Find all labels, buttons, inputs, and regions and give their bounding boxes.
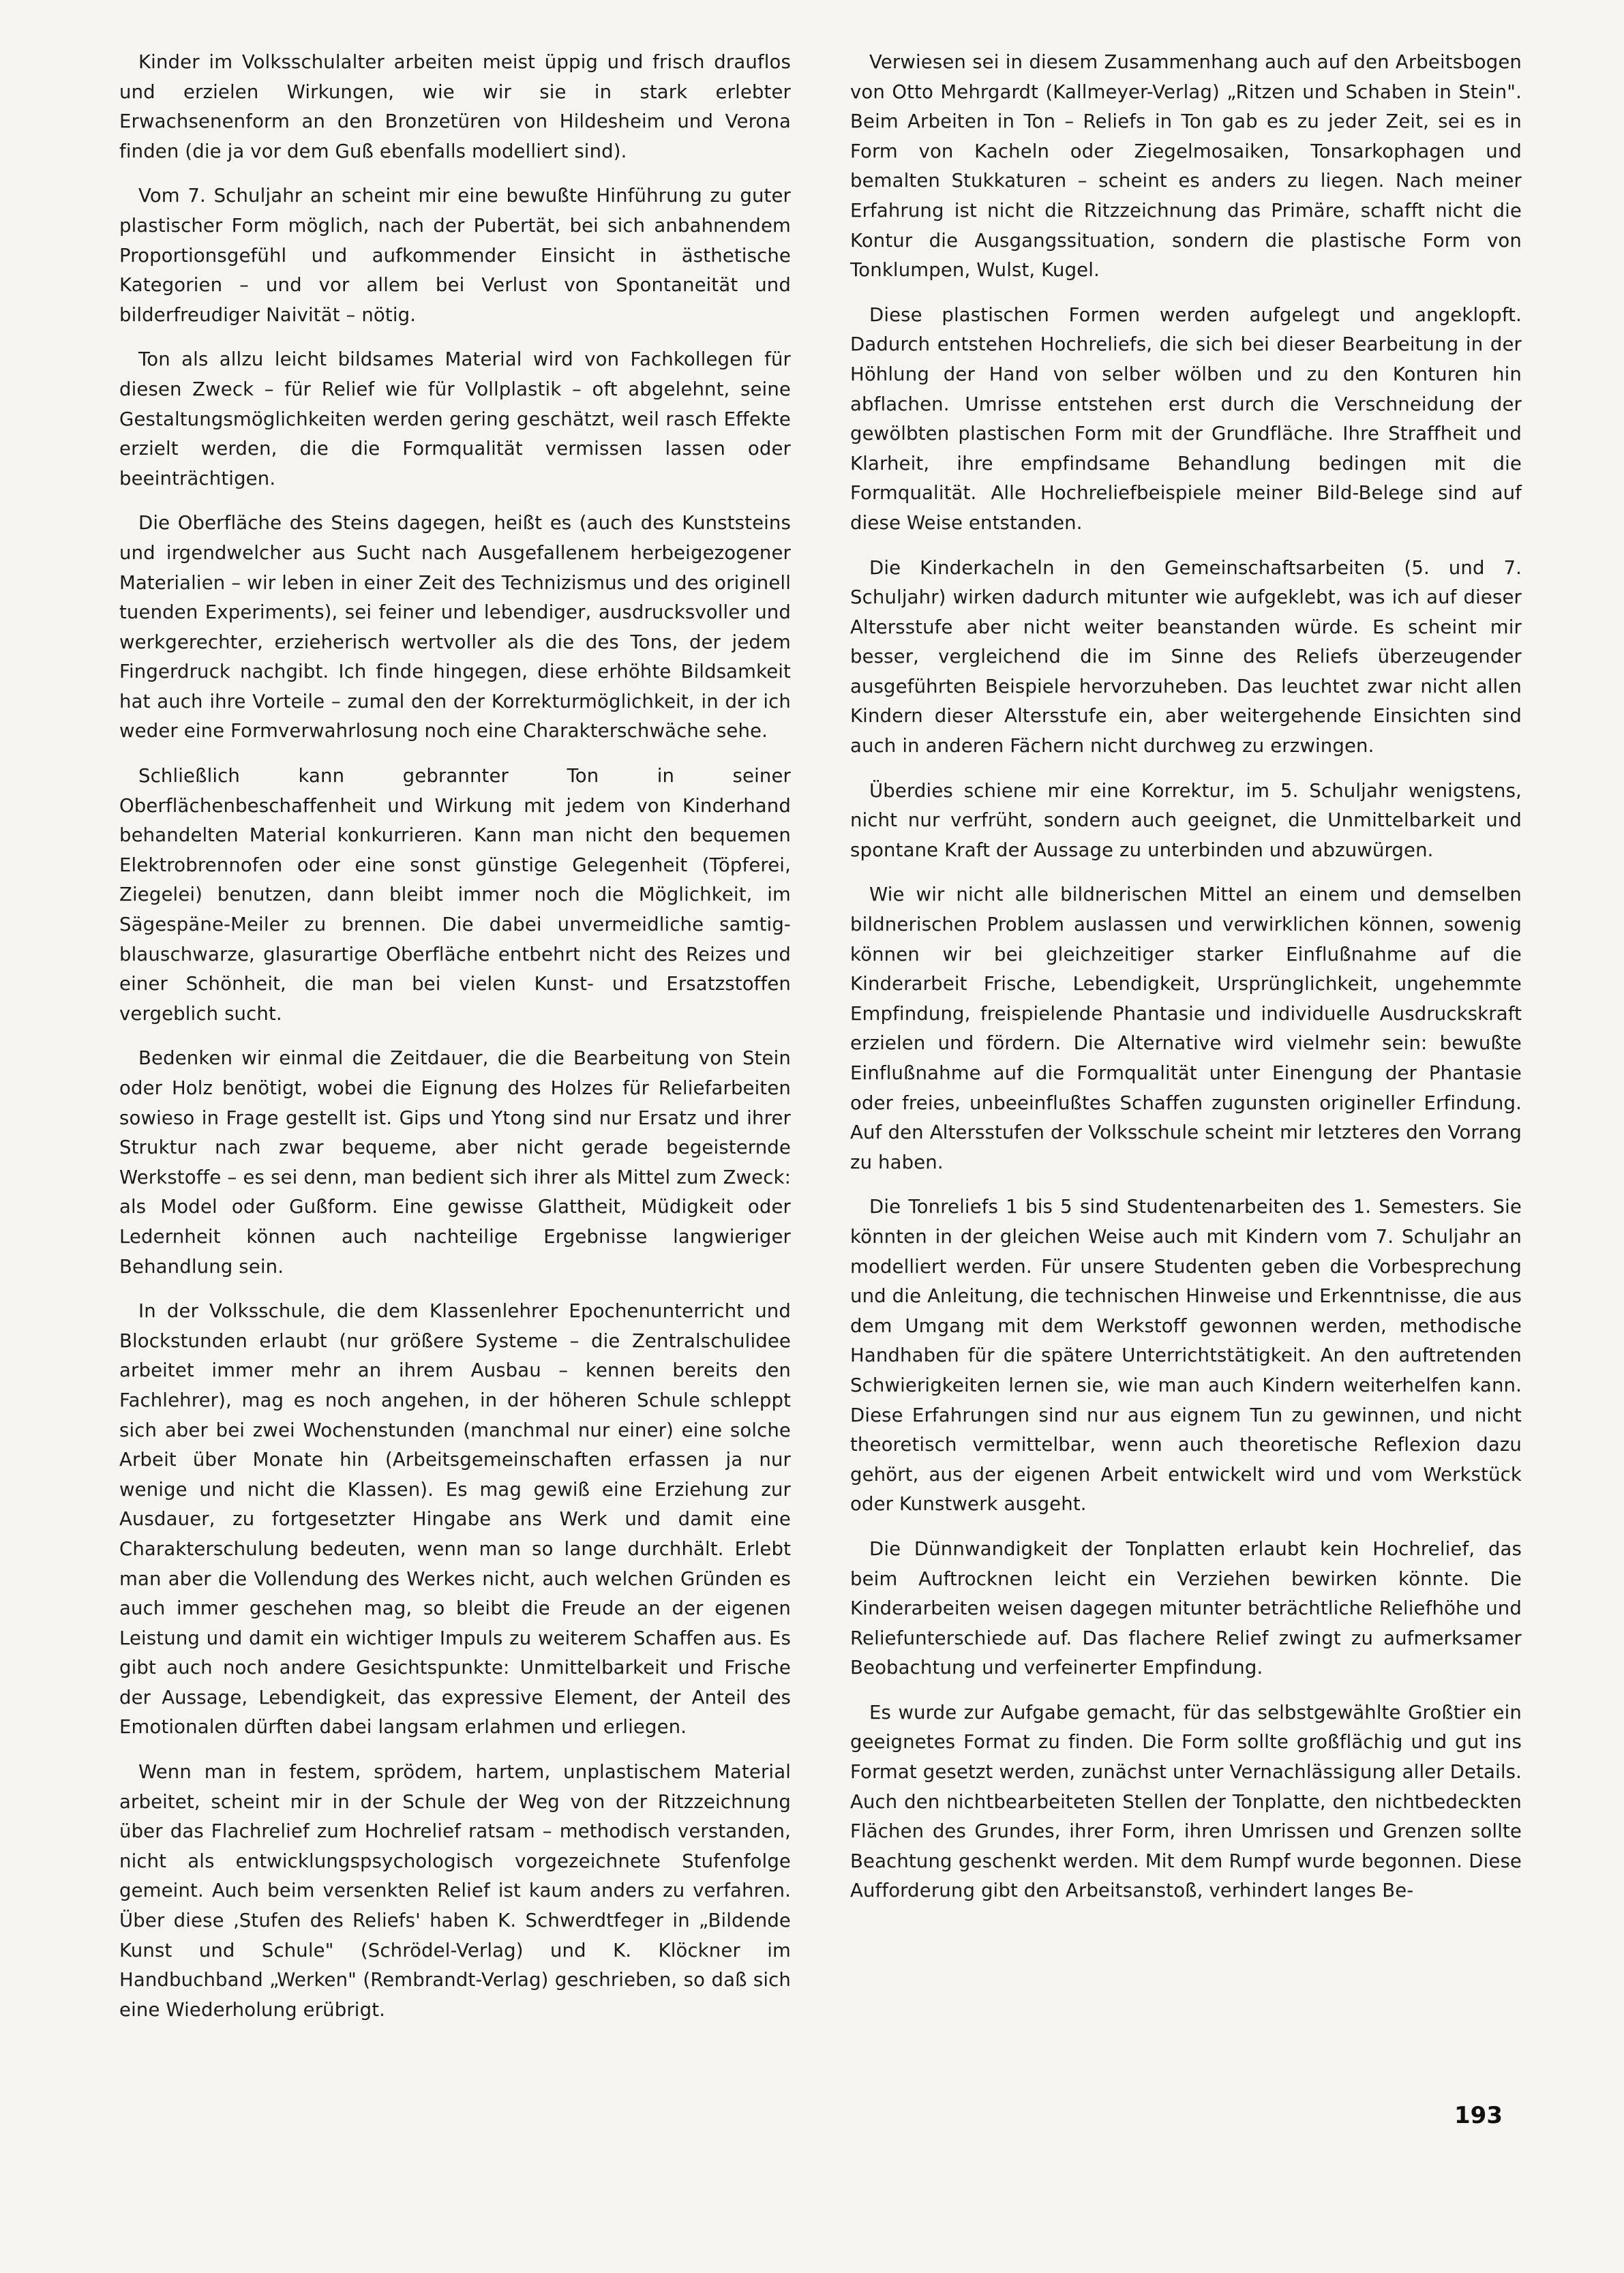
paragraph: Kinder im Volksschulalter arbeiten meist üppig und frisch drauflos und erzielen Wirkungen, wie wir sie in stark erlebter Erwachsenenform an den Bronzetüren von Hildesheim und Verona finden (die ja vor dem Guß ebenfalls modelliert sind). [119,51,791,162]
paragraph: Die Kinderkacheln in den Gemeinschaftsarbeiten (5. und 7. Schuljahr) wirken dadurch mitunter wie aufgeklebt, was ich auf dieser Altersstufe aber nicht weiter beanstanden würde. Es scheint mir besser, vergleichend die im Sinne des Reliefs überzeugender ausgeführten Beispiele hervorzuheben. Das leuchtet zwar nicht allen Kindern dieser Altersstufe ein, aber weitergehende Einsichten sind auch in anderen Fächern nicht durchweg zu erzwingen. [850,556,1522,757]
paragraph: In der Volksschule, die dem Klassenlehrer Epochenunterricht und Blockstunden erlaubt (nur größere Systeme – die Zentralschulidee arbeitet immer mehr an ihrem Ausbau – kennen bereits den Fachlehrer), mag es noch angehen, in der höheren Schule schleppt sich aber bei zwei Wochenstunden (manchmal nur einer) eine solche Arbeit über Monate hin (Arbeitsgemeinschaften erfassen ja nur wenige und nicht die Klassen). Es mag gewiß eine Erziehung zur Ausdauer, zu fortgesetzter Hingabe ans Werk und damit eine Charakterschulung bedeuten, wenn man so lange durchhält. Erlebt man aber die Vollendung des Werkes nicht, auch welchen Gründen es auch immer geschehen mag, so bleibt die Freude an der eigenen Leistung und damit ein wichtiger Impuls zu weiterem Schaffen aus. Es gibt auch noch andere Gesichtspunkte: Unmittelbarkeit und Frische der Aussage, Lebendigkeit, das expressive Element, der Anteil des Emotionalen dürften dabei langsam erlahmen und erliegen. [119,1300,791,1738]
paragraph: Die Oberfläche des Steins dagegen, heißt es (auch des Kunststeins und irgendwelcher aus Sucht nach Ausgefallenem herbeigezogener Materialien – wir leben in einer Zeit des Technizismus und des originell tuenden Experiments), sei feiner und lebendiger, ausdrucksvoller und werkgerechter, erzieherisch wertvoller als die des Tons, der jedem Fingerdruck nachgibt. Ich finde hingegen, diese erhöhte Bildsamkeit hat auch ihre Vorteile – zumal den der Korrekturmöglichkeit, in der ich weder eine Formverwahrlosung noch eine Charakterschwäche sehe. [119,512,791,742]
paragraph: Wie wir nicht alle bildnerischen Mittel an einem und demselben bildnerischen Problem auslassen und verwirklichen können, sowenig können wir bei gleichzeitiger starker Einflußnahme auf die Kinderarbeit Frische, Lebendigkeit, Ursprünglichkeit, ungehemmte Empfindung, freispielende Phantasie und individuelle Ausdruckskraft erzielen und fördern. Die Alternative wird vielmehr sein: bewußte Einflußnahme auf die Formqualität unter Einengung der Phantasie oder freies, unbeeinflußtes Schaffen zugunsten origineller Erfindung. Auf den Altersstufen der Volksschule scheint mir letzteres den Vorrang zu haben. [850,884,1522,1173]
paragraph: Bedenken wir einmal die Zeitdauer, die die Bearbeitung von Stein oder Holz benötigt, wobei die Eignung des Holzes für Reliefarbeiten sowieso in Frage gestellt ist. Gips und Ytong sind nur Ersatz und ihrer Struktur nach zwar bequeme, aber nicht gerade begeisternde Werkstoffe – es sei denn, man bedient sich ihrer als Mittel zum Zweck: als Model oder Gußform. Eine gewisse Glattheit, Müdigkeit oder Ledernheit können auch nachteilige Ergebnisse langwieriger Behandlung sein. [119,1047,791,1278]
paragraph: Überdies schiene mir eine Korrektur, im 5. Schuljahr wenigstens, nicht nur verfrüht, sondern auch geeignet, die Unmittelbarkeit und spontane Kraft der Aussage zu unterbinden und abzuwürgen. [850,779,1522,861]
page-number: 193 [1454,2102,1503,2129]
paragraph: Diese plastischen Formen werden aufgelegt und angeklopft. Dadurch entstehen Hochreliefs, die sich bei dieser Bearbeitung in der Höhlung der Hand von selber wölben und zu den Konturen hin abflachen. Umrisse entstehen erst durch die Verschneidung der gewölbten plastischen Form mit der Grundfläche. Ihre Straffheit und Klarheit, ihre empfindsame Behandlung bedingen mit die Formqualität. Alle Hochreliefbeispiele meiner Bild-Belege sind auf diese Weise entstanden. [850,303,1522,534]
paragraph: Schließlich kann gebrannter Ton in seiner Oberflächenbeschaffenheit und Wirkung mit jedem von Kinderhand behandelten Material konkurrieren. Kann man nicht den bequemen Elektrobrennofen oder eine sonst günstige Gelegenheit (Töpferei, Ziegelei) benutzen, dann bleibt immer noch die Möglichkeit, im Sägespäne-Meiler zu brennen. Die dabei unvermeidliche samtig-blauschwarze, glasurartige Oberfläche entbehrt nicht des Reizes und einer Schönheit, die man bei vielen Kunst- und Ersatzstoffen vergeblich sucht. [119,765,791,1025]
paragraph: Es wurde zur Aufgabe gemacht, für das selbstgewählte Großtier ein geeignetes Format zu finden. Die Form sollte großflächig und gut ins Format gesetzt werden, zunächst unter Vernachlässigung aller Details. Auch den nichtbearbeiteten Stellen der Tonplatte, den nichtbedeckten Flächen des Grundes, ihrer Form, ihren Umrissen und Grenzen sollte Beachtung geschenkt werden. Mit dem Rumpf wurde begonnen. Diese Aufforderung gibt den Arbeitsanstoß, verhindert langes Be- [850,1701,1522,1902]
paragraph: Verwiesen sei in diesem Zusammenhang auch auf den Arbeitsbogen von Otto Mehrgardt (Kallmeyer-Verlag) „Ritzen und Schaben in Stein". Beim Arbeiten in Ton – Reliefs in Ton gab es zu jeder Zeit, sei es in Form von Kacheln oder Ziegelmosaiken, Tonsarkophagen und bemalten Stukkaturen – scheint es anders zu liegen. Nach meiner Erfahrung ist nicht die Ritzzeichnung das Primäre, schafft nicht die Kontur die Ausgangssituation, sondern die plastische Form von Tonklumpen, Wulst, Kugel. [850,51,1522,282]
right-text-column [850,48,1522,1921]
left-text-column [119,48,791,2040]
paragraph: Wenn man in festem, sprödem, hartem, unplastischem Material arbeitet, scheint mir in der Schule der Weg von der Ritzzeichnung über das Flachrelief zum Hochrelief ratsam – methodisch verstanden, nicht als entwicklungspsychologisch vorgezeichnete Stufenfolge gemeint. Auch beim versenkten Relief ist kaum anders zu verfahren. Über diese ‚Stufen des Reliefs' haben K. Schwerdtfeger in „Bildende Kunst und Schule" (Schrödel-Verlag) und K. Klöckner im Handbuchband „Werken" (Rembrandt-Verlag) geschrieben, so daß sich eine Wiederholung erübrigt. [119,1761,791,2021]
paragraph: Ton als allzu leicht bildsames Material wird von Fachkollegen für diesen Zweck – für Relief wie für Vollplastik – oft abgelehnt, seine Gestaltungsmöglichkeiten werden gering geschätzt, weil rasch Effekte erzielt werden, die die Formqualität vermissen lassen oder beeinträchtigen. [119,348,791,490]
paragraph: Vom 7. Schuljahr an scheint mir eine bewußte Hinführung zu guter plastischer Form möglich, nach der Pubertät, bei sich anbahnendem Proportionsgefühl und aufkommender Einsicht in ästhetische Kategorien – und vor allem bei Verlust von Spontaneität und bilderfreudiger Naivität – nötig. [119,185,791,326]
paragraph: Die Dünnwandigkeit der Tonplatten erlaubt kein Hochrelief, das beim Auftrocknen leicht ein Verziehen bewirken könnte. Die Kinderarbeiten weisen dagegen mitunter beträchtliche Reliefhöhe und Reliefunterschiede auf. Das flachere Relief zwingt zu aufmerksamer Beobachtung und verfeinerter Empfindung. [850,1537,1522,1679]
paragraph: Die Tonreliefs 1 bis 5 sind Studentenarbeiten des 1. Semesters. Sie könnten in der gleichen Weise auch mit Kindern vom 7. Schuljahr an modelliert werden. Für unsere Studenten geben die Vorbesprechung und die Anleitung, die technischen Hinweise und Erkenntnisse, die aus dem Umgang mit dem Werkstoff gewonnen werden, methodische Handhaben für die spätere Unterrichtstätigkeit. An den auftretenden Schwierigkeiten lernen sie, wie man auch Kindern weiterhelfen kann. Diese Erfahrungen sind nur aus eignem Tun zu gewinnen, und nicht theoretisch vermittelbar, wenn auch theoretische Reflexion dazu gehört, aus der eigenen Arbeit entwickelt wird und vom Werkstück oder Kunstwerk ausgeht. [850,1196,1522,1516]
